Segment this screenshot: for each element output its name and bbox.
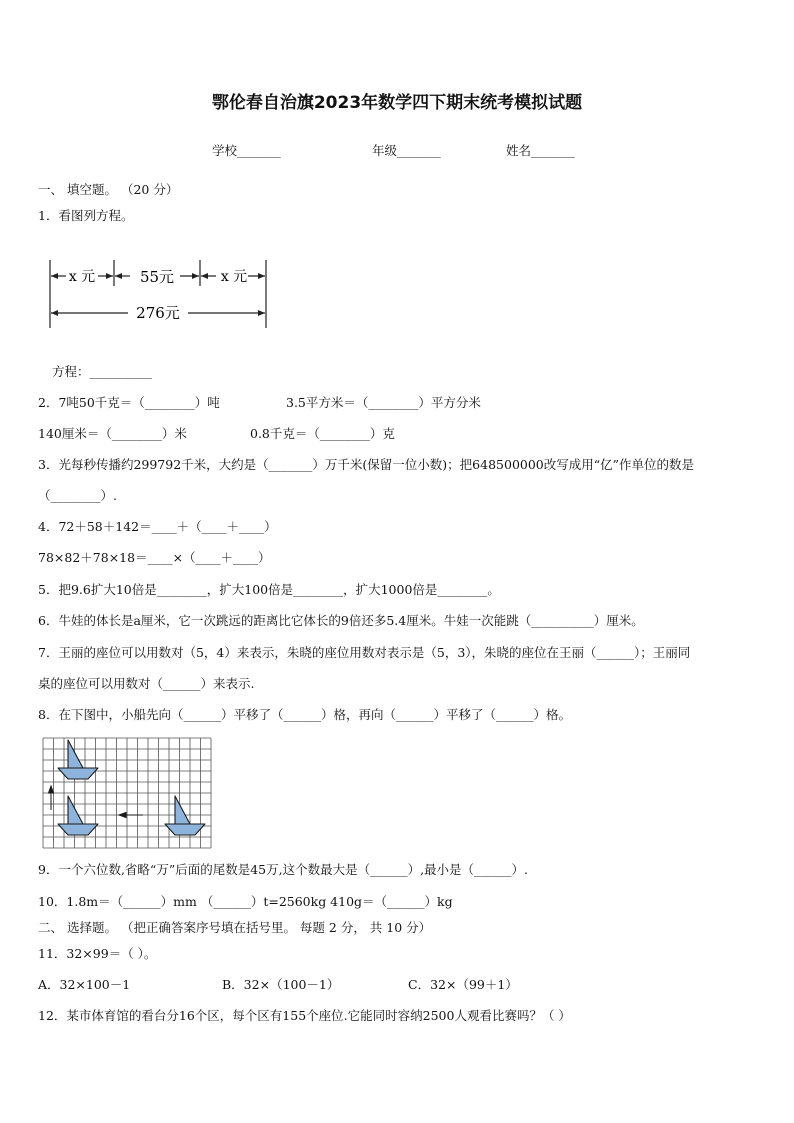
question-6: 6．牛娃的体长是a厘米，它一次跳远的距离比它体长的9倍还多5.4厘米。牛娃一次能跳（__________）厘米。 bbox=[38, 613, 644, 628]
total-label: 276元 bbox=[136, 304, 180, 322]
equation-answer-line: 方程：__________ bbox=[52, 364, 153, 379]
question-4-line-2: 78×82＋78×18＝____×（____＋____） bbox=[38, 550, 271, 565]
question-11: 11．32×99＝（ ）。 bbox=[38, 946, 157, 961]
question-5: 5．把9.6扩大10倍是________，扩大100倍是________，扩大1000倍是________。 bbox=[38, 582, 500, 597]
question-4-line-1: 4．72＋58＋142＝____＋（____＋____） bbox=[38, 519, 277, 534]
section-1-heading: 一、 填空题。 （20 分） bbox=[38, 182, 179, 197]
question-3-line-2: （________）. bbox=[38, 488, 117, 503]
grid-boat-figure bbox=[43, 738, 211, 848]
question-9: 9．一个六位数,省略“万”后面的尾数是45万,这个数最大是（______）,最小是（______）. bbox=[38, 862, 529, 877]
question-8: 8．在下图中，小船先向（______）平移了（______）格，再向（______）平移了（______）格。 bbox=[38, 707, 571, 722]
grade-field: 年级_______ bbox=[372, 143, 441, 158]
question-2-part-1: 2．7吨50千克＝（________）吨 bbox=[38, 395, 220, 410]
option-c: C．32×（99＋1） bbox=[408, 977, 518, 992]
section-2-heading: 二、 选择题。 （把正确答案序号填在括号里。 每题 2 分， 共 10 分） bbox=[38, 920, 432, 935]
segment-label-left: x 元 bbox=[68, 269, 96, 285]
option-a: A．32×100－1 bbox=[38, 977, 131, 992]
question-1: 1．看图列方程。 bbox=[38, 208, 134, 223]
arrow-up-icon bbox=[49, 786, 54, 810]
question-2-part-3: 140厘米＝（________）米 bbox=[38, 426, 187, 441]
school-field: 学校_______ bbox=[212, 143, 281, 158]
question-7-line-1: 7．王丽的座位可以用数对（5，4）来表示，朱晓的座位用数对表示是（5，3），朱晓的座位在王丽（______）；王丽同 bbox=[38, 645, 691, 660]
question-3-line-1: 3．光每秒传播约299792千米，大约是（_______）万千米(保留一位小数)；把648500000改写成用“亿”作单位的数是 bbox=[38, 457, 695, 472]
question-2-part-4: 0.8千克＝（________）克 bbox=[250, 426, 395, 441]
boat-icon-bottom-right bbox=[165, 796, 205, 835]
question-12: 12．某市体育馆的看台分16个区，每个区有155个座位.它能同时容纳2500人观看比赛吗？（ ） bbox=[38, 1008, 571, 1023]
question-2-part-2: 3.5平方米＝（________）平方分米 bbox=[286, 395, 481, 410]
question-7-line-2: 桌的座位可以用数对（______）来表示. bbox=[38, 676, 255, 691]
option-b: B．32×（100－1） bbox=[222, 977, 340, 992]
segment-label-middle: 55元 bbox=[139, 268, 175, 286]
segment-label-right: x 元 bbox=[220, 269, 248, 285]
line-segment-diagram bbox=[46, 256, 276, 336]
page-title: 鄂伦春自治旗2023年数学四下期末统考模拟试题 bbox=[211, 93, 583, 113]
arrow-left-icon bbox=[119, 813, 143, 818]
question-10: 10．1.8m＝（______）mm （______）t=2560kg 410g＝（______）kg bbox=[38, 894, 453, 909]
name-field: 姓名_______ bbox=[506, 143, 575, 158]
